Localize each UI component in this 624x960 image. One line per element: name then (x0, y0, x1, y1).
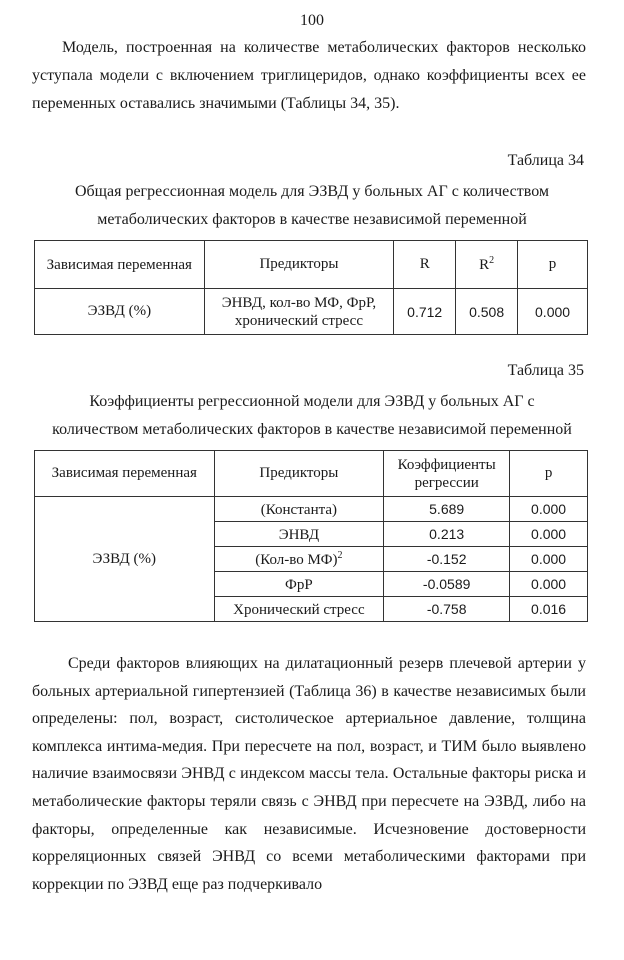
predictor-sup: 2 (337, 549, 343, 561)
header-dependent: Зависимая переменная (35, 241, 205, 289)
table-35-caption-line2: количеством метаболических факторов в качестве независимой переменной (52, 421, 572, 438)
predictor-label: (Константа) (260, 501, 338, 518)
cell-predictor (214, 547, 384, 572)
table-34-label: Таблица 34 (507, 152, 584, 169)
table-34-caption-line2: метаболических факторов в качестве независимой переменной (97, 211, 527, 228)
cell-dependent: ЭЗВД (%) (35, 497, 215, 622)
intro-paragraph: Модель, построенная на количестве метаболических факторов несколько уступала модели с включением триглицеридов, однако коэффициенты всех ее переменных оставались значимыми (Таблицы 34, 35). (32, 39, 586, 112)
cell-coefficient: 5.689 (384, 497, 510, 522)
header-predictors: Предикторы (214, 451, 384, 497)
header-r2 (456, 241, 518, 289)
cell-coefficient: -0.0589 (384, 572, 510, 597)
table-35-caption (20, 388, 604, 444)
cell-dependent: ЭЗВД (%) (35, 289, 205, 335)
cell-r: 0.712 (394, 289, 456, 335)
table-35-label: Таблица 35 (507, 362, 584, 379)
cell-coefficient: -0.758 (384, 597, 510, 622)
cell-p: 0.000 (518, 289, 588, 335)
cell-p: 0.000 (510, 572, 588, 597)
cell-p: 0.000 (510, 522, 588, 547)
page-number: 100 (300, 12, 324, 29)
cell-predictor (214, 522, 384, 547)
table-35-caption-line1: Коэффициенты регрессионной модели для ЭЗВД у больных АГ с (89, 393, 535, 410)
header-r2-sup: 2 (489, 255, 495, 266)
cell-coefficient: -0.152 (384, 547, 510, 572)
table-34-caption-line1: Общая регрессионная модель для ЭЗВД у больных АГ с количеством (74, 183, 550, 200)
predictor-label: Хронический стресс (233, 601, 365, 618)
table-row (35, 497, 588, 522)
predictor-label: (Кол-во МФ) (255, 551, 338, 568)
table-34 (34, 240, 588, 335)
table-35-header-row (35, 451, 588, 497)
cell-predictors: ЭНВД, кол-во МФ, ФрР, хронический стресс (204, 289, 394, 335)
header-r2-base: R (479, 257, 490, 273)
table-34-caption (20, 178, 604, 234)
predictor-label: ЭНВД (278, 526, 320, 543)
table-35 (34, 450, 588, 622)
cell-p: 0.016 (510, 597, 588, 622)
cell-predictor (214, 572, 384, 597)
cell-p: 0.000 (510, 497, 588, 522)
table-34-header-row (35, 241, 588, 289)
cell-p: 0.000 (510, 547, 588, 572)
header-p: p (510, 451, 588, 497)
header-dependent: Зависимая переменная (35, 451, 215, 497)
predictor-label: ФрР (285, 576, 313, 593)
body-paragraph: Среди факторов влияющих на дилатационный резерв плечевой артерии у больных артериальной гипертензией (Таблица 36) в качестве независимых были определены: пол, возраст, систолическое артериальное давление, толщина комплекса интима-медия. При пересчете на пол, возраст, и ТИМ было выявлено наличие взаимосвязи ЭНВД с индексом массы тела. Остальные факторы риска и метаболические факторы теряли связь с ЭНВД при пересчете на ЭЗВД, либо на факторы, определенные как независимые. Исчезновение достоверности корреляционных связей ЭНВД со всеми метаболическими факторами при коррекции по ЭЗВД еще раз подчеркивало (32, 655, 586, 893)
cell-coefficient: 0.213 (384, 522, 510, 547)
header-predictors: Предикторы (204, 241, 394, 289)
header-p: p (518, 241, 588, 289)
cell-r2: 0.508 (456, 289, 518, 335)
header-coefficients: Коэффициенты регрессии (384, 451, 510, 497)
header-r: R (394, 241, 456, 289)
cell-predictor (214, 497, 384, 522)
cell-predictor (214, 597, 384, 622)
table-row (35, 289, 588, 335)
